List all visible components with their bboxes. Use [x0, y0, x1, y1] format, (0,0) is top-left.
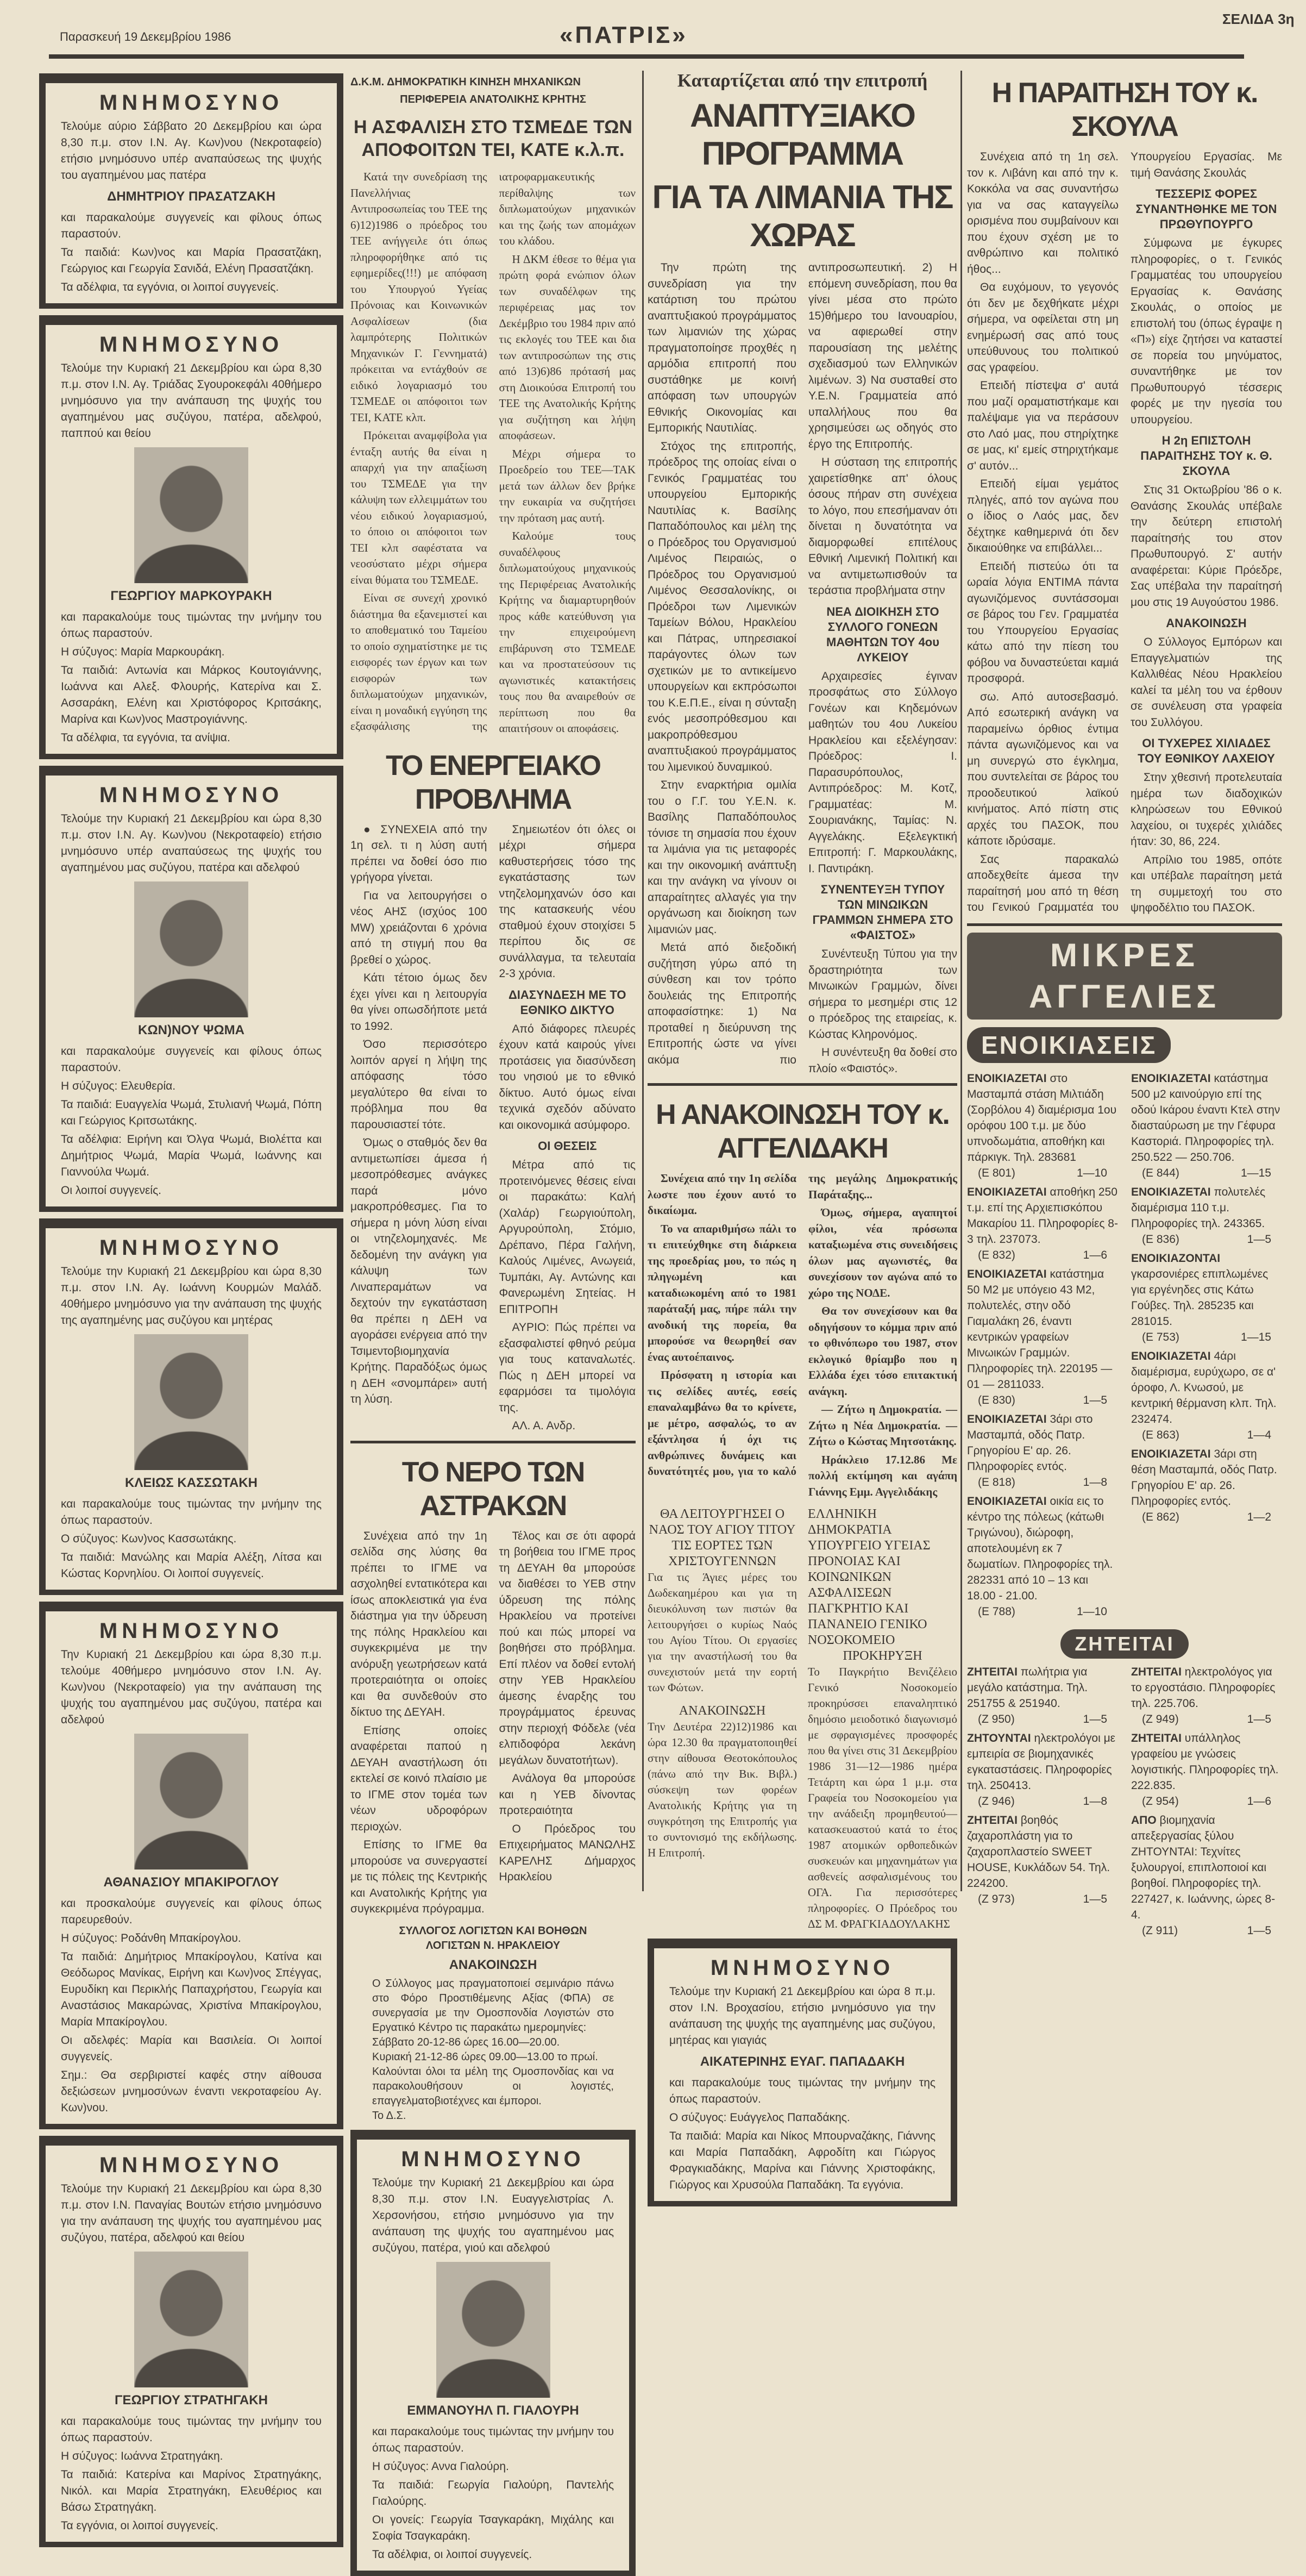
ad-code: (Ε 862)	[1142, 1511, 1179, 1523]
memorial-family-line: Τα αδέλφια: Ειρήνη και Όλγα Ψωμά, Βιολέττα και Δημήτριος Ψωμά, Μαρία Ψωμά, Ιωάννης και Γιαννούλα Ψωμά.	[61, 1133, 322, 1178]
column-four	[967, 71, 1282, 1939]
section-rule	[350, 1441, 636, 1443]
memorial-family-line: και παρακαλούμε τους τιμώντας την μνήμην του όπως παραστούν.	[372, 2425, 614, 2454]
memorial-intro: Τελούμε αύριο Σάββατο 20 Δεκεμβρίου και ώρα 8,30 π.μ. στον Ι.Ν. Αγ. Κων)νου (Νεκροταφείο) ετήσιο μνημόσυνο υπέρ αναπαύσεως της ψυχής του αγαπημένου μας πατέρα	[61, 120, 322, 182]
memorial-family-line: Η σύζυγος: Ελευθερία.	[61, 1080, 176, 1092]
portrait-photo	[134, 1334, 248, 1470]
classified-ad	[967, 1184, 1118, 1263]
paragraph: Συνέχεια από την 1η σελίδα σης λύσης θα πρέπει το ΙΓΜΕ να ασχοληθεί εντατικότερα και ίσως αποκλειστικά για ένα διάστημα για την ύδρευση της πόλης Ηρακλείου και συγκεκριμένα με την ανόρυξη γεωτρήσεων κατά προτεραιότητα οι οποίες και θα συνδεθούν στο δίκτυο της ΔΕΥΑΗ.	[350, 1529, 487, 1718]
memorial-title: ΜΝΗΜΟΣΥΝΟ	[99, 91, 284, 115]
memorial-title: ΜΝΗΜΟΣΥΝΟ	[710, 1956, 895, 1980]
ad-run: 1—8	[1083, 1795, 1107, 1808]
energy-article	[350, 743, 636, 1434]
masthead-rule	[49, 54, 1244, 59]
page-number: ΣΕΛΙΔΑ 3η	[1222, 11, 1295, 27]
memorial-notice	[39, 766, 343, 1212]
memorial-family-line: Τα παιδιά: Ευαγγελία Ψωμά, Στυλιανή Ψωμά, Πόπη και Γεώργιος Κριτσωτάκης.	[61, 1098, 322, 1127]
paragraph: Ανάλογα θα μπορούσε και η ΥΕΒ δίνοντας προτεραιότητα	[499, 1772, 636, 1817]
ad-meta	[1131, 1165, 1282, 1181]
paragraph: Συνέχεια από την 1η σελίδα λωστε που έχουν αυτό το δικαίωμα.	[648, 1172, 796, 1217]
ad-meta	[1131, 1231, 1282, 1247]
paragraph: Στην εναρκτήρια ομιλία του ο Γ.Γ. του Υ.Ε.Ν. κ. Βασίλης Παπαδόπουλος τόνισε τη σημασία που έχουν τα λιμάνια για τις μεταφορές και την οικονομική ανάπτυξη και την ανάγκη να γίνουν οι απαραίτητες αλλαγές για την οργάνωση και διοίκηση των λιμανιών μας.	[648, 779, 796, 936]
classified-ad	[967, 1411, 1118, 1490]
classified-ad	[967, 1071, 1118, 1181]
paragraph: Μέτρα από τις προτεινόμενες θέσεις είναι οι παρακάτω: Καλή (Χαλάρ) Γεωργιούπολη, Αργυρούπολη, Στόμιο, Δρέπανο, Πέρα Γαλήνη, Καλούς Λιμένες, Ανωγειά, Τυμπάκι, Αγ. Αντώνης και Φανερωμένη Σητείας. Η ΕΠΙΤΡΟΠΗ	[499, 1159, 636, 1316]
paragraph: Στόχος της επιτροπής, πρόεδρος της οποίας είναι ο Γενικός Γραμματέας του υπουργείου Εμπορικής Ναυτιλίας κ. Βασίλης Παπαδόπουλος και μέλη της ο Πρόεδρος του Οργανισμού Λιμένος Πειραιώς, ο Πρόεδρος του Οργανισμού Λιμένος Θεσσαλονίκης, οι Πρόεδροι των Λιμενικών Ταμείων Βόλου, Ηρακλείου και Πάτρας, υπηρεσιακοί παράγοντες όλων των σχετικών με το αντικείμενο υπουργείων και εκπρόσωποι του Κ.Ε.Π.Ε., είναι η σύνταξη ενός μεσοπρόθεσμου και μακροπρόθεσμου αναπτυξιακού προγράμματος του λιμενικού δυναμικού.	[648, 440, 796, 773]
portrait-photo	[134, 881, 248, 1017]
memorial-family-line: Τα παιδιά: Μανώλης και Μαρία Αλέξη, Λίτσα και Κώστας Κορνηλίου. Οι λοιποί συγγενείς.	[61, 1551, 322, 1580]
classified-ad	[1131, 1664, 1282, 1727]
ad-run: 1—10	[1076, 1167, 1107, 1179]
ad-run: 1—5	[1083, 1713, 1107, 1725]
article-body	[350, 1528, 636, 1917]
aggelidakis-article	[648, 1092, 957, 1500]
ad-code: (Ζ 911)	[1142, 1924, 1178, 1937]
ad-lead: ΕΝΟΙΚΙΑΖΕΤΑΙ	[967, 1072, 1047, 1085]
classified-ad	[967, 1664, 1118, 1727]
paragraph: Όμως, σήμερα, αγαπητοί φίλοι, νέα πρόσωπα καταξιωμένα στις συνειδήσεις όλων μας αγωνιστές, θα συνεχίσουν τον αγώνα από το χώρο της ΝΟΔΕ.	[808, 1206, 957, 1299]
memorial-title: ΜΝΗΜΟΣΥΝΟ	[99, 783, 284, 807]
memorial-family-line: Τα εγγόνια, οι λοιποί συγγενείς.	[61, 2519, 218, 2532]
ad-meta	[967, 1793, 1118, 1809]
ad-meta	[967, 1474, 1118, 1490]
memorial-family-line: Η σύζυγος: Ιωάννα Στρατηγάκη.	[61, 2450, 223, 2462]
notice-org: ΣΥΛΛΟΓΟΣ ΛΟΓΙΣΤΩΝ ΚΑΙ ΒΟΗΘΩΝ ΛΟΓΙΣΤΩΝ Ν. ΗΡΑΚΛΕΙΟΥ	[399, 1924, 587, 1952]
ad-code: (Ε 753)	[1142, 1331, 1179, 1343]
memorial-family-line: Η σύζυγος: Αννα Γιαλούρη.	[372, 2460, 509, 2473]
classifieds-banner: ΜΙΚΡΕΣ ΑΓΓΕΛΙΕΣ	[967, 933, 1282, 1020]
classified-ad	[967, 1812, 1118, 1907]
paragraph: Σας παρακαλώ αποδεχθείτε άμεσα την παραίτησή μου από τη θέση του Γενικού Γραμματέα του Υπουργείου Εργασίας. Με τιμή Θανάσης Σκουλάς	[967, 151, 1282, 914]
notice-body: Για τις Άγιες μέρες του Δωδεκαημέρου και για τη διευκόλυνση των πιστών θα λειτουργήσει ο κυρίως Ναός του Αγίου Τίτου. Οι εργασίες για την αναστήλωσή του θα συνεχιστούν μετά την εορτή των Φώτων.	[648, 1571, 797, 1694]
newspaper-title: «ΠΑΤΡΙΣ»	[560, 22, 688, 48]
subheading: ΟΙ ΤΥΧΕΡΕΣ ΧΙΛΙΑΔΕΣ ΤΟΥ ΕΘΝΙΚΟΥ ΛΑΧΕΙΟΥ	[1138, 736, 1275, 765]
ad-lead: ΕΝΟΙΚΙΑΖΕΤΑΙ	[967, 1495, 1047, 1508]
column-divider	[960, 71, 962, 1891]
paragraph: Αρχαιρεσίες έγιναν προσφάτως στο Σύλλογο Γονέων και Κηδεμόνων μαθητών του 4ου Λυκείου Ηρακλείου και εξελέγησαν: Πρόεδρος: Ι. Παρασυρόπουλος, Αντιπρόεδρος: Μ. Κοτζ, Γραμματέας: Μ. Σουριανάκης, Ταμίας: Ν. Αγγελάκης. Εξελεγκτική Επιτροπή: Γ. Μαρκουλάκης, Ι. Παντιράκη.	[808, 670, 957, 875]
ad-text: βοηθός ζαχαροπλάστη για το ζαχαροπλαστείο SWEET HOUSE, Κυκλάδων 54. Τηλ. 224200.	[967, 1814, 1110, 1890]
ad-text: ηλεκτρολόγος για το εργοστάσιο. Πληροφορίες τηλ. 225.706.	[1131, 1666, 1276, 1710]
paragraph: Ηράκλειο 17.12.86 Με πολλή εκτίμηση και αγάπη Γιάννης Εμμ. Αγγελιδάκης	[808, 1453, 957, 1498]
paragraph: Όμως ο σταθμός δεν θα αντιμετωπίσει άμεσα ή μεσοπρόθεσμες ανάγκες παρά μόνο μακροπρόθεσμες. Για το σήμερα η μόνη λύση είναι οι ντηζελομηχανές. Με δεδομένη την ανάγκη για κάλυψη των Λιναπεραμάτων να δεχτούν την εγκατάσταση θα πρέπει η ΔΕΗ να αγοράσει ενέργεια από την Τσιμεντοβιομηχανία Κρήτης. Παραδόξως όμως η ΔΕΗ «σνομπάρει» αυτή τη λύση.	[350, 1136, 487, 1405]
memorial-family-line: και παρακαλούμε συγγενείς και φίλους όπως παραστούν.	[61, 1045, 322, 1074]
memorial-family-line: και παρακαλούμε τους τιμώντας την μνήμην του όπως παραστούν.	[61, 2415, 322, 2444]
ad-meta	[967, 1711, 1118, 1727]
paragraph: Σημειωτέον ότι όλες οι μέχρι σήμερα καθυστερήσεις τόσο της εγκατάστασης των ντηζελομηχανών όσο και της κατασκευής νέου σταθμού έχουν στοιχίσει 5 περίπου δις σε συνάλλαγμα, τα τελευταία 2-3 χρόνια.	[499, 823, 636, 980]
subheading: ΝΕΑ ΔΙΟΙΚΗΣΗ ΣΤΟ ΣΥΛΛΟΓΟ ΓΟΝΕΩΝ ΜΑΘΗΤΩΝ ΤΟΥ 4ου ΛΥΚΕΙΟΥ	[826, 604, 940, 664]
notice-body	[372, 1977, 614, 2123]
article-body	[648, 260, 957, 1077]
paragraph: Σύμφωνα με έγκυρες πληροφορίες, ο τ. Γενικός Γραμματέας του υπουργείου Εργασίας κ. Θανάσης Σκουλάς, ο οποίος με επιστολή του (όπως έγραψε η «Π») είχε ζητήσει να καταστεί σε πορεία του μηνύματος, συναντήθηκε με τον Πρωθυπουργό τέσσερις φορές με την ηγεσία του υπουργείου.	[1131, 237, 1282, 426]
memorial-family-line: Σημ.: Θα σερβιριστεί καφές στην αίθουσα δεξιώσεων μνημοσύνων έναντι νεκροταφείου Αγ. Κων)νου.	[61, 2069, 322, 2114]
memorial-intro: Την Κυριακή 21 Δεκεμβρίου και ώρα 8,30 π.μ. τελούμε 40θήμερο μνημόσυνο στον Ι.Ν. Αγ. Κων)νου (Νεκροταφείο) για την ανάπαυση της ψυχής του αγαπημένου μας συζύγου, πατέρα και αδελφού	[61, 1648, 322, 1726]
ad-meta	[1131, 1793, 1282, 1809]
accountants-notice	[350, 1924, 636, 2123]
article-body	[967, 149, 1282, 917]
ad-lead: ΖΗΤΕΙΤΑΙ	[1131, 1732, 1182, 1745]
memorial-family-line: και παρακαλούμε συγγενείς και φίλους όπως παραστούν.	[61, 211, 322, 240]
ad-text: 3άρι στη θέση Μασταμπά, οδός Πατρ. Γρηγορίου Ε' αρ. 26. Πληροφορίες εντός.	[1131, 1448, 1277, 1508]
notices-block	[648, 1506, 957, 1932]
memorial-notice	[39, 2136, 343, 2547]
tender-body: Το Παγκρήτιο Βενιζέλειο Γενικό Νοσοκομείο προκηρύσσει επαναληπτικό δημόσιο μειοδοτικό διαγωνισμό με σφραγισμένες προσφορές που θα γίνει στις 31 Δεκεμβρίου 1986 31—12—1986 ημέρα Τετάρτη και ώρα 1 μ.μ. στα Γραφεία του Νοσοκομείου για την ανάδειξη προμηθευτού—κατασκευαστού κατά το έτος 1987 ατομικών ορθοπεδικών συσκευών και μηχανημάτων για ασθενείς ασφαλισμένους του ΟΓΑ. Για περισσότερες πληροφορίες. Ο Πρόεδρος του ΔΣ Μ. ΦΡΑΓΚΙΑΔΟΥΛΑΚΗΣ	[808, 1665, 957, 1930]
ad-run: 1—6	[1083, 1249, 1107, 1261]
paragraph: Για να λειτουργήσει ο νέος ΑΗΣ (ισχύος 100 MW) χρειάζονται 6 χρόνια από τη στιγμή που θα βρεθεί ο χώρος.	[350, 889, 487, 966]
article-headline: ΑΝΑΠΤΥΞΙΑΚΟ ΠΡΟΓΡΑΜΜΑ	[690, 97, 915, 172]
paragraph: Η σύσταση της επιτροπής χαιρετίσθηκε απ' όλους όσους πήραν στη συνέχεια το λόγο, που επεσήμαναν ότι δίνεται η δυνατότητα να διαμορφωθεί επιτέλους Εθνική Λιμενική Πολιτική και να αντιμετωπισθούν τα τεράστια προβλήματα στην	[808, 456, 957, 597]
memorial-family-line: Τα παιδιά: Γεωργία Γιαλούρη, Παντελής Γιαλούρης.	[372, 2478, 614, 2508]
memorial-family-line: Ο σύζυγος: Ευάγγελος Παπαδάκης.	[669, 2111, 850, 2124]
deceased-name: ΕΜΜΑΝΟΥΗΛ Π. ΓΙΑΛΟΥΡΗ	[407, 2403, 579, 2418]
ad-lead: ΕΝΟΙΚΙΑΖΕΤΑΙ	[967, 1186, 1047, 1198]
ad-meta	[1131, 1923, 1282, 1939]
paragraph: Επίσης το ΙΓΜΕ θα μπορούσε να συνεργαστεί με τις πόλεις της Κεντρικής και Ανατολικής Κρήτης για συγκεκριμένα πρόγραμμα.	[350, 1839, 487, 1915]
ad-text: υπάλληλος γραφείου με γνώσεις λογιστικής. Πληροφορίες τηλ. 222.835.	[1131, 1732, 1279, 1792]
memorial-family-line: Οι λοιποί συγγενείς.	[61, 1184, 162, 1197]
memorial-title: ΜΝΗΜΟΣΥΝΟ	[99, 1236, 284, 1260]
article-body	[350, 822, 636, 1434]
paragraph: Πρόκειται αναμφίβολα για ένταξη αυτής θα είναι η απαρχή για την απαξίωση του ΤΣΜΕΔΕ για την κάλυψη των ελλειμμάτων του νέου ειδικού λογαριασμού, το όποιο οι απόφοιτοι των ΤΕΙ κλπ σαφέστατα να νεοσύστατο μέχρι σήμερα είναι θύματα του ΤΣΜΕΔΕ.	[350, 429, 487, 586]
ad-text: οικία εις το κέντρο της πόλεως (κάτωθι Τριγώνου), διώροφη, αποτελουμένη εκ 7 δωματίων. Πληροφορίες τηλ. 282331 από 10 – 13 και 18.00 - 21.00.	[967, 1495, 1113, 1602]
deceased-name: ΓΕΩΡΓΙΟΥ ΜΑΡΚΟΥΡΑΚΗ	[110, 589, 272, 603]
left-column-memorials	[39, 73, 343, 2547]
memorial-title: ΜΝΗΜΟΣΥΝΟ	[99, 333, 284, 357]
classified-ad	[1131, 1348, 1282, 1443]
ad-code: (Ε 788)	[978, 1605, 1015, 1618]
skoulas-article	[967, 71, 1282, 917]
hospital-tender	[808, 1506, 957, 1932]
paragraph: Ο Σύλλογος Εμπόρων και Επαγγελματιών της Καλλιθέας Νέου Ηρακλείου καλεί τα μέλη του να έρθουν σε συνέλευση στα γραφεία του Συλλόγου.	[1131, 636, 1282, 729]
ad-code: (Ε 830)	[978, 1394, 1015, 1406]
ad-lead: ΕΝΟΙΚΙΑΖΕΤΑΙ	[1131, 1448, 1211, 1460]
ad-code: (Ε 863)	[1142, 1429, 1179, 1441]
memorial-family-line: και παρακαλούμε τους τιμώντας την μνήμην της όπως παραστούν.	[61, 1498, 322, 1527]
ad-code: (Ζ 954)	[1142, 1795, 1179, 1808]
subheading: ΔΙΑΣΥΝΔΕΣΗ ΜΕ ΤΟ ΕΘΝΙΚΟ ΔΙΚΤΥΟ	[508, 987, 626, 1017]
paragraph: Επίσης οποίες αναφέρεται παπού η ΔΕΥΑΗ αναστήλωση ότι εκτελεί σε κοινό πλαίσιο με το ΙΓΜΕ στον τομέα των νέων υδροφόρων περιοχών.	[350, 1724, 487, 1833]
notice-title: ΑΝΑΚΟΙΝΩΣΗ	[449, 1957, 537, 1972]
ad-meta	[967, 1604, 1118, 1620]
classified-ad	[1131, 1071, 1282, 1181]
deceased-name: ΓΕΩΡΓΙΟΥ ΣΤΡΑΤΗΓΑΚΗ	[115, 2393, 268, 2408]
ad-text: 4άρι διαμέρισμα, ευρύχωρο, σε α' όροφο, Λ. Κνωσού, με κεντρική θέρμανση κλπ. Τηλ. 232474.	[1131, 1350, 1277, 1425]
classified-ad	[967, 1266, 1118, 1408]
memorial-family-line: και παρακαλούμε τους τιμώντας την μνήμην της όπως παραστούν.	[669, 2077, 935, 2105]
classified-ad	[1131, 1812, 1282, 1939]
ad-lead: ΕΝΟΙΚΙΑΖΕΤΑΙ	[967, 1268, 1047, 1280]
water-article	[350, 1450, 636, 1917]
ad-code: (Ζ 949)	[1142, 1713, 1179, 1725]
ad-meta	[1131, 1509, 1282, 1525]
paragraph: Κατά την συνεδρίαση της Πανελλήνιας Αντιπροσωπείας του ΤΕΕ της 6)12)1986 ο πρόεδρος του ΤΕΕ ανήγγειλε ότι όπως πληροφορήθηκε από τις εφημερίδες(!!!) με απόφαση του Υπουργού Υγείας Πρόνοιας και Κοινωνικών Ασφαλίσεων (δια λαμπρότερης Πολιτικών Μηχανικών Γ. Γεννηματά) πρόκειται να εντάχθούν σε ειδικό λογαριασμό του ΤΣΜΕΔΕ οι απόφοιτοι των ΤΕΙ, ΚΑΤΕ κλπ.	[350, 170, 487, 424]
ad-run: 1—6	[1247, 1795, 1271, 1808]
portrait-photo	[134, 447, 248, 583]
ad-lead: ΖΗΤΕΙΤΑΙ	[967, 1814, 1018, 1827]
ad-run: 1—5	[1247, 1233, 1271, 1246]
memorial-family-line: Οι αδελφές: Μαρία και Βασιλεία. Οι λοιποί συγγενείς.	[61, 2034, 322, 2063]
article-headline-line2: ΓΙΑ ΤΑ ΛΙΜΑΝΙΑ ΤΗΣ ΧΩΡΑΣ	[652, 179, 953, 253]
subheading: ΤΕΣΣΕΡΙΣ ΦΟΡΕΣ ΣΥΝΑΝΤΗΘΗΚΕ ΜΕ ΤΟΝ ΠΡΩΘΥΠΟΥΡΓΟ	[1135, 187, 1277, 231]
rentals-label: ΕΝΟΙΚΙΑΣΕΙΣ	[967, 1027, 1171, 1063]
portrait-photo	[436, 2262, 550, 2398]
paragraph: ● ΣΥΝΕΧΕΙΑ από την 1η σελ. τι η λύση αυτή πρέπει να δοθεί όσο πιο γρήγορα γίνεται.	[350, 823, 487, 884]
subheading: ΣΥΝΕΝΤΕΥΞΗ ΤΥΠΟΥ ΤΩΝ ΜΙΝΩΙΚΩΝ ΓΡΑΜΜΩΝ ΣΗΜΕΡΑ ΣΤΟ «ΦΑΙΣΤΟΣ»	[812, 883, 953, 942]
deceased-name: ΔΗΜΗΤΡΙΟΥ ΠΡΑΣΑΤΖΑΚΗ	[107, 189, 275, 204]
deceased-name: ΑΙΚΑΤΕΡΙΝΗΣ ΕΥΑΓ. ΠΑΠΑΔΑΚΗ	[700, 2054, 905, 2069]
memorial-family-line: Τα παιδιά: Δημήτριος Μπακίρογλου, Κατίνα και Θεόδωρος Μανίκας, Ειρήνη και Κων)νος Σπέγγας, Ευρυδίκη και Περικλής Παπαχρήστου, Γεωργία και Αναστάσιος Μακαρώνας, Χριστίνα Μπακίρογλου, Μαρία Μπακίρογλου.	[61, 1950, 322, 2028]
memorial-intro: Τελούμε την Κυριακή 21 Δεκεμβρίου και ώρα 8 π.μ. στον Ι.Ν. Βροχασίου, ετήσιο μνημόσυνο για την ανάπαυση της ψυχής της αγαπημένης μας συζύγου, μητέρας και γιαγιάς	[669, 1985, 935, 2047]
deceased-name: ΚΩΝ)ΝΟΥ ΨΩΜΑ	[138, 1023, 244, 1037]
column-two	[350, 73, 636, 2576]
classified-ad	[1131, 1251, 1282, 1345]
wanted-section	[967, 1626, 1282, 1939]
paragraph: — Ζήτω η Δημοκρατία. — Ζήτω η Νέα Δημοκρατία. — Ζήτω ο Κώστας Μητσοτάκης.	[808, 1403, 957, 1448]
ad-text: πωλήτρια για μεγάλο κατάστημα. Τηλ. 251755 & 251940.	[967, 1666, 1088, 1710]
memorial-intro: Τελούμε την Κυριακή 21 Δεκεμβρίου και ώρα 8,30 π.μ. στον Ι.Ν. Ευαγγελιστρίας Λ. Χερσονήσου, ετήσιο μνημόσυνο για την ανάπαυση της ψυχής του αγαπημένου μας συζύγου, πατέρα, γιού και αδελφού	[372, 2176, 614, 2254]
memorial-notice	[350, 2130, 636, 2576]
ad-text: στο Μασταμπά στάση Μιλτιάδη (Σορβόλου 4) διαμέρισμα 1ου ορόφου 100 τ.μ. με δύο υπνοδωμάτια, αποθήκη και πάρκιγκ. Τηλ. 283681	[967, 1072, 1117, 1164]
ad-meta	[1131, 1711, 1282, 1727]
ad-text: πολυτελές διαμέρισμα 110 τ.μ. Πληροφορίες τηλ. 243365.	[1131, 1186, 1266, 1230]
memorial-notice	[648, 1939, 957, 2206]
ad-text: αποθήκη 250 τ.μ. επί της Αρχιεπισκόπου Μακαρίου 11. Πληροφορίες 8-3 τηλ. 237073.	[967, 1186, 1118, 1246]
ad-run: 1—8	[1083, 1476, 1107, 1489]
memorial-family-line: και προσκαλούμε συγγενείς και φίλους όπως παρευρεθούν.	[61, 1897, 322, 1926]
memorial-family-line: Ο σύζυγος: Κων)νος Κασσωτάκης.	[61, 1533, 237, 1545]
ad-lead: ΕΝΟΙΚΙΑΖΟΝΤΑΙ	[1131, 1252, 1221, 1265]
paragraph: σω. Από αυτοσεβασμό. Από εσωτερική ανάγκη να παραμείνω όρθιος έντιμα πάντα αγωνιζόμενος και να μη συνεργώ στο έγκλημα, που συντελείται σε βάρος του προοδευτικού λαϊκού κινήματος. Από πίστη στις αρχές του ΠΑΣΟΚ, που κάποτε ιδρύσαμε.	[967, 690, 1119, 847]
ad-code: (Ε 832)	[978, 1249, 1015, 1261]
article-headline: Η ΠΑΡΑΙΤΗΣΗ ΤΟΥ κ. ΣΚΟΥΛΑ	[991, 77, 1258, 142]
notice-title: ΘΑ ΛΕΙΤΟΥΡΓΗΣΕΙ Ο ΝΑΟΣ ΤΟΥ ΑΓΙΟΥ ΤΙΤΟΥ ΤΙΣ ΕΟΡΤΕΣ ΤΩΝ ΧΡΙΣΤΟΥΓΕΝΝΩΝ	[649, 1507, 796, 1568]
memorial-intro: Τελούμε την Κυριακή 21 Δεκεμβρίου και ώρα 8,30 π.μ. στον Ι.Ν. Αγ. Κων)νου (Νεκροταφείο) ετήσιο μνημόσυνο υπέρ αναπαύσεως της ψυχής του αγαπημένου μας συζύγου, πατέρα και αδελφού	[61, 812, 322, 874]
ad-run: 1—2	[1247, 1511, 1271, 1523]
ad-run: 1—15	[1240, 1167, 1271, 1179]
notice-line: Σάββατο 20-12-86 ώρες 16.00—20.00.	[372, 2036, 560, 2048]
paragraph: Όσο περισσότερο λοιπόν αργεί η λήψη της απόφασης τόσο μεγαλύτερο θα είναι το πρόβλημα που θα παρουσιαστεί τότε.	[350, 1038, 487, 1131]
wanted-list	[967, 1664, 1282, 1939]
column-divider	[642, 71, 644, 1891]
deceased-name: ΚΛΕΙΩΣ ΚΑΣΣΩΤΑΚΗ	[125, 1475, 258, 1490]
memorial-family-line: Η σύζυγος: Μαρία Μαρκουράκη.	[61, 646, 225, 658]
ad-lead: ΕΝΟΙΚΙΑΖΕΤΑΙ	[1131, 1350, 1211, 1362]
ad-run: 1—5	[1247, 1924, 1271, 1937]
paragraph: Πρόσφατη η ιστορία και τις σελίδες αυτές, εσείς επαναλαμβάνω θα το κρίνετε, με μέτρο, ασφαλώς, το αν εξάντλησα ή όχι τις ανθρώπινες δυνάμεις και δυνατότητές μου, για το καλό της μεγάλης Δημοκρατικής Παράταξης...	[648, 1172, 957, 1478]
memorial-family-line: Τα αδέλφια, οι λοιποί συγγενείς.	[372, 2548, 532, 2561]
memorial-family-line: Τα αδέλφια, τα εγγόνια, τα ανίψια.	[61, 731, 230, 744]
church-notice	[648, 1506, 797, 1932]
classified-ad	[1131, 1730, 1282, 1809]
paragraph: Από διάφορες πλευρές έχουν κατά καιρούς γίνει προτάσεις για διασύνδεση του νησιού με το εθνικό δίκτυο. Αυτό όμως είναι τεχνικά σχεδόν αδύνατο και οικονομικά ασύμφορο.	[499, 1022, 636, 1131]
ad-run: 1—5	[1083, 1394, 1107, 1406]
wanted-label: ΖΗΤΕΙΤΑΙ	[1060, 1629, 1188, 1659]
memorial-title: ΜΝΗΜΟΣΥΝΟ	[99, 1619, 284, 1643]
ad-lead: ΖΗΤΕΙΤΑΙ	[1131, 1666, 1182, 1678]
notice-title: ΑΝΑΚΟΙΝΩΣΗ	[679, 1704, 766, 1718]
ad-run: 1—4	[1247, 1429, 1271, 1441]
memorial-family-line: Η σύζυγος: Ροδάνθη Μπακίρογλου.	[61, 1932, 241, 1944]
memorial-notice	[39, 315, 343, 759]
article-kicker: Καταρτίζεται από την επιτροπή	[677, 71, 928, 91]
ad-run: 1—10	[1076, 1605, 1107, 1618]
tender-title: ΠΡΟΚΗΡΥΞΗ	[843, 1649, 922, 1663]
ad-lead: ΕΝΟΙΚΙΑΖΕΤΑΙ	[1131, 1072, 1211, 1085]
memorial-intro: Τελούμε την Κυριακή 21 Δεκεμβρίου και ώρα 8,30 π.μ. στον Ι.Ν. Παναγίας Βουτών ετήσιο μνημόσυνο για την ανάπαυση της ψυχής του αγαπημένου μας συζύγου, πατέρα, αδελφού και θείου	[61, 2183, 322, 2244]
article-org: Δ.Κ.Μ. ΔΗΜΟΚΡΑΤΙΚΗ ΚΙΝΗΣΗ ΜΗΧΑΝΙΚΩΝ	[350, 76, 581, 88]
ad-code: (Ζ 950)	[978, 1713, 1015, 1725]
memorial-notice	[39, 73, 343, 309]
paragraph: ΑΥΡΙΟ: Πώς πρέπει να εξασφαλιστεί φθηνό ρεύμα για τους καταναλωτές. Πώς η ΔΕΗ μπορεί να εφαρμόσει τα τιμολόγια της.	[499, 1321, 636, 1414]
paragraph: Η ΔΚΜ έθεσε το θέμα για πρώτη φορά ενώπιον όλων των συναδέλφων της περιφέρειας μας τον Δεκέμβριο του 1984 πριν από τις εκλογές του ΤΕΕ και δια των αντιπροσώπων της στις από 13)6)86 πρότασή μας στη Διοικούσα Επιτροπή του ΤΕΕ της Ανατολικής Κρήτης για συζήτηση και λήψη αποφάσεων.	[499, 252, 636, 442]
subheading: ΑΝΑΚΟΙΝΩΣΗ	[1166, 616, 1247, 630]
notice-line: Ο Σύλλογος μας πραγματοποιεί σεμινάριο πάνω στο Φόρο Προστιθέμενης Αξίας (ΦΠΑ) σε συνεργασία με την Ομοσπονδία Λογιστών στο Εργατικό Κέντρο τις παρακάτω ημερομηνίες:	[372, 1977, 614, 2034]
memorial-family-line: Οι γονείς: Γεωργία Τσαγκαράκη, Μιχάλης και Σοφία Τσαγκαράκη.	[372, 2513, 614, 2542]
classified-ad	[1131, 1446, 1282, 1525]
classified-ad	[1131, 1184, 1282, 1247]
memorial-title: ΜΝΗΜΟΣΥΝΟ	[401, 2147, 585, 2171]
ad-meta	[967, 1247, 1118, 1263]
paragraph: Μετά από διεξοδική συζήτηση γύρω από τη σύνθεση και τον τρόπο δουλειάς της Επιτροπής αποφασίστηκε: 1) Να προταθεί η διεύρυνση της Επιτροπής ώστε να γίνει ακόμα πιο αντιπροσωπευτική. 2) Η επόμενη συνεδρίαση, που θα γίνει μέσα στο πρώτο 15)θήμερο του Ιανουαρίου, να αφιερωθεί στην παρουσίαση της μελέτης σχεδιασμού των Ελληνικών λιμένων. 3) Να συσταθεί στο Υ.Ε.Ν. Γραμματεία από υπαλλήλους που θα χρησιμεύσει ως οδηγός στο έργο της Επιτροπής.	[648, 261, 957, 1066]
article-headline: ΤΟ ΝΕΡΟ ΤΩΝ ΑΣΤΡΑΚΩΝ	[401, 1456, 585, 1522]
notice-line: Καλούνται όλοι τα μέλη της Ομοσπονδίας και να παρακολουθήσουν οι λογιστές, επαγγελματοβιοτέχνες και έμποροι.	[372, 2065, 614, 2107]
article-body	[350, 169, 636, 737]
paragraph: Επειδή πιστεύω ότι τα ωραία λόγια ΕΝΤΙΜΑ πάντα αγωνιζόμενος συντάσσομαι σε βάρος του Γεν. Γραμματέα του Υπουργείου Εργασίας κάτω από την πίεση του φόβου να δυναστεύεται καμιά προσφορά.	[967, 560, 1119, 685]
ad-code: (Ε 844)	[1142, 1167, 1179, 1179]
subheading: ΟΙ ΘΕΣΕΙΣ	[538, 1139, 597, 1153]
ad-lead: ΑΠΟ	[1131, 1814, 1157, 1827]
subheading: Η 2η ΕΠΙΣΤΟΛΗ ΠΑΡΑΙΤΗΣΗΣ ΤΟΥ κ. Θ. ΣΚΟΥΛΑ	[1140, 434, 1272, 478]
paragraph: Επειδή είμαι γεμάτος πληγές, από τον αγώνα που ο ίδιος ο Λαός μας, δεν δέχτηκε καθημερινά ότι δεν δικαιούθηκε να επιβάλλει...	[967, 478, 1119, 554]
ad-lead: ΖΗΤΟΥΝΤΑΙ	[967, 1732, 1031, 1745]
memorial-notice	[39, 1218, 343, 1595]
portrait-photo	[134, 2252, 248, 2387]
memorial-intro: Τελούμε την Κυριακή 21 Δεκεμβρίου και ώρα 8,30 π.μ. στον Ι.Ν. Αγ. Τριάδας Σγουροκεφάλι 40θήμερο μνημόσυνο για την ανάπαυση της ψυχής του αγαπημένου μας συζύγου, πατέρα, αδελφού, παππού και θείου	[61, 362, 322, 440]
ad-run: 1—15	[1240, 1331, 1271, 1343]
ad-meta	[967, 1165, 1118, 1181]
section-rule	[648, 1083, 957, 1086]
paragraph: Την πρώτη της συνεδρίαση για την κατάρτιση του πρώτου αναπτυξιακού προγράμματος των λιμανιών της χώρας πραγματοποίησε προχθές η αρμόδια επιτροπή που συστάθηκε με κοινή απόφαση των υπουργών Εθνικής Οικονομίας και Εμπορικής Ναυτιλίας.	[648, 261, 796, 434]
notice-body: Την Δευτέρα 22)12)1986 και ώρα 12.30 θα πραγματοποιηθεί στην αίθουσα Θεοτοκόπουλος (πάνω από την Βικ. Βιβλ.) σύσκεψη των φορέων Ανατολικής Κρήτης για τη συγκρότηση της Επιτροπής για το συντονισμό της εκδήλωσης. Η Επιτροπή.	[648, 1720, 797, 1859]
memorial-family-line: Τα παιδιά: Κων)νος και Μαρία Πρασατζάκη, Γεώργιος και Γεωργία Σανιδά, Ελένη Πρασατζάκη.	[61, 246, 322, 275]
column-three	[648, 71, 957, 2206]
classified-list	[967, 1071, 1282, 1620]
ad-meta	[1131, 1427, 1282, 1443]
ad-lead: ΕΝΟΙΚΙΑΖΕΤΑΙ	[1131, 1186, 1211, 1198]
paragraph: ΑΛ. Α. Ανδρ.	[512, 1420, 576, 1432]
memorial-intro: Τελούμε την Κυριακή 21 Δεκεμβρίου και ώρα 8,30 π.μ. στον Ι.Ν. Αγ. Ιωάννη Κουρμών Μαλάδ. 40θήμερο μνημόσυνο για την ανάπαυση της ψυχής της αγαπημένης μας συζύγου και μητέρας	[61, 1265, 322, 1327]
article-region: ΠΕΡΙΦΕΡΕΙΑ ΑΝΑΤΟΛΙΚΗΣ ΚΡΗΤΗΣ	[400, 93, 586, 105]
paragraph: Τέλος και σε ότι αφορά τη βοήθεια του ΙΓΜΕ προς τη ΔΕΥΑΗ θα μπορούσε να διαθέσει το ΥΕΒ στην ύδρευση της πόλης Ηρακλείου να προτείνει πού και πώς μπορεί να βοηθήσει στο πρόβλημα. Επί πλέον να δοθεί εντολή στην ΥΕΒ Ηρακλείου άμεσης έναρξης του προγράμματος έρευνας στην περιοχή Φόδελε (νέα ελπιδοφόρα λεκάνη μεγάλων δυνατοτήτων).	[499, 1529, 636, 1767]
paragraph: Στις 31 Οκτωβρίου '86 ο κ. Θανάσης Σκουλάς υπέβαλε την δεύτερη επιστολή παραίτησής του στον Πρωθυπουργό. Σ' αυτήν αναφέρεται: Κύριε Πρόεδρε, Σας υπέβαλα την παραίτησή μου στις 19 Αυγούστου 1986.	[1131, 484, 1282, 609]
ad-code: (Ζ 946)	[978, 1795, 1015, 1808]
deceased-name: ΑΘΑΝΑΣΙΟΥ ΜΠΑΚΙΡΟΓΛΟΥ	[103, 1875, 279, 1890]
article-body	[648, 1171, 957, 1500]
memorial-family-line: και παρακαλούμε τους τιμώντας την μνήμην του όπως παραστούν.	[61, 611, 322, 640]
paragraph: Επειδή πίστεψα σ' αυτά που μαζί οραματιστήκαμε και παλέψαμε για να περάσουν στο Λαό μας, που στηρίχτηκε σε μας, κι' εμείς στηριχτήκαμε σ' αυτόν...	[967, 379, 1119, 472]
article-headline: Η ΑΣΦΑΛΙΣΗ ΣΤΟ ΤΣΜΕΔΕ ΤΩΝ ΑΠΟΦΟΙΤΩΝ ΤΕΙ, ΚΑΤΕ κ.λ.π.	[354, 117, 632, 160]
article-headline: ΤΟ ΕΝΕΡΓΕΙΑΚΟ ΠΡΟΒΛΗΜΑ	[386, 749, 600, 815]
ad-text: γκαρσονιέρες επιπλωμένες για εργένηδες στις Κάτω Γούβες. Τηλ. 285235 και 281015.	[1131, 1268, 1269, 1328]
notice-line: Κυριακή 21-12-86 ώρες 09.00—13.00 το πρωί.	[372, 2050, 598, 2063]
ad-meta	[1131, 1329, 1282, 1345]
paragraph: Ο Πρόεδρος του Επιχειρήματος ΜΑΝΩΛΗΣ ΚΑΡΕΛΗΣ Δήμαρχος Ηρακλείου	[499, 1822, 636, 1883]
paragraph: Συνέχεια από τη 1η σελ. τον κ. Λιβάνη και από την κ. Κοκκόλα να σας συναντήσω για να σας καταγγείλω ορισμένα που συμβαίνουν και που έχουν σχέση με το ανθρώπινο και πολιτικό ήθος...	[967, 151, 1119, 276]
ad-run: 1—5	[1083, 1893, 1107, 1905]
ad-lead: ΕΝΟΙΚΙΑΖΕΤΑΙ	[967, 1413, 1047, 1425]
memorial-family-line: Τα αδέλφια, τα εγγόνια, οι λοιποί συγγενείς.	[61, 281, 279, 293]
ad-code: (Ε 818)	[978, 1476, 1015, 1489]
classified-ad	[967, 1730, 1118, 1809]
ad-code: (Ε 836)	[1142, 1233, 1179, 1246]
ad-run: 1—5	[1247, 1713, 1271, 1725]
classified-ad	[967, 1493, 1118, 1620]
ad-text: 3άρι στο Μασταμπά, οδός Πατρ. Γρηγορίου Ε' αρ. 26. Πληροφορίες εντός.	[967, 1413, 1093, 1473]
paragraph: Στην χθεσινή προτελευταία ημέρα των διαδοχικών κληρώσεων του Εθνικού λαχείου, οι τυχερές χιλιάδες ήταν: 30, 86, 224.	[1131, 771, 1282, 848]
memorial-family-line: Τα παιδιά: Μαρία και Νίκος Μπουρναζάκης, Γιάννης και Μαρία Παπαδάκη, Αφροδίτη και Γιώργος Φραγκιαδάκης, Μαρίνα και Γιάννης Χριστοφάκης, Γιώργος και Χρυσούλα Παπαδάκη. Τα εγγόνια.	[669, 2130, 935, 2191]
paragraph: Το να απαριθμήσω πάλι το τι επιτεύχθηκε στη διάρκεια της προεδρίας μου, το πώς η πληγωμένη και καταδιωκομένη από το 1981 παράταξή μας, πήρε πάλι την ανοδική της πορεία, θα μπορούσε να θεωρηθεί σαν ένας αυτοέπαινος.	[648, 1222, 796, 1364]
ad-meta	[967, 1392, 1118, 1408]
ports-article	[648, 71, 957, 1077]
paragraph: Θα ευχόμουν, το γεγονός ότι δεν με δεχθήκατε μέχρι σήμερα, να οφείλεται στη μη ενημέρωσή σας από τους υπεύθυνους του πολιτικού σας γραφείου.	[967, 281, 1119, 374]
notice-line: Το Δ.Σ.	[372, 2109, 406, 2122]
paragraph: Κάτι τέτοιο όμως δεν έχει γίνει και η λειτουργία θα γίνει οπωσδήποτε μετά το 1992.	[350, 972, 487, 1033]
ad-text: κατάστημα 500 μ2 καινούργιο επί της οδού Ικάρου έναντι Κτελ στην διασταύρωση με την Γέφυρα Καστοριά. Πληροφορίες τηλ. 250.522 — 250.706.	[1131, 1072, 1280, 1164]
paragraph: Συνέντευξη Τύπου για την δραστηριότητα των Μινωικών Γραμμών, δίνει σήμερα το μεσημέρι στις 12 ο πρόεδρος της εταιρείας, κ. Κώστας Κληρονόμος.	[808, 948, 957, 1041]
section-rule	[967, 923, 1282, 926]
dkm-article	[350, 73, 636, 737]
classifieds-section	[967, 933, 1282, 1620]
ad-text: κατάστημα 50 Μ2 με υπόγειο 43 Μ2, πολυτελές, στην οδό Γιαμαλάκη 26, έναντι κεντρικών γραφείων Μινωικών Γραμμών. Πληροφορίες τηλ. 220195 — 01 — 2811033.	[967, 1268, 1113, 1391]
paragraph: Θα τον συνεχίσουν και θα οδηγήσουν το κόμμα πριν από το φθινόπωρο του 1987, στον εκλογικό θρίαμβο που η Ελλάδα έχει τόσο επιτακτική ανάγκη.	[808, 1304, 957, 1398]
ad-meta	[967, 1891, 1118, 1907]
issue-date: Παρασκευή 19 Δεκεμβρίου 1986	[60, 30, 231, 43]
ad-code: (Ζ 973)	[978, 1893, 1015, 1905]
paragraph: Η συνέντευξη θα δοθεί στο πλοίο «Φαιστός».	[808, 1046, 957, 1075]
paragraph: Απρίλιο του 1985, οπότε και υπέβαλε παραίτηση μετά τη συμμετοχή του στο ψηφοδέλτιο του ΠΑΣΟΚ.	[1131, 853, 1282, 914]
memorial-family-line: Τα παιδιά: Αντωνία και Μάρκος Κουτογιάννης, Ιωάννα και Αλεξ. Φλουρής, Κατερίνα και Σ. Ασσαράκη, Ελένη και Χριστόφορος Κριτσάκης, Μαρίνα και Κων)νος Μαστρογιάννης.	[61, 664, 322, 726]
ad-text: βιομηχανία απεξεργασίας ξύλου ΖΗΤΟΥΝΤΑΙ: Τεχνίτες ξυλουργοί, επιπλοποιοί και βοηθοί. Πληροφορίες τηλ. 227427, κ. Ιωάννης, ώρες 8-4.	[1131, 1814, 1276, 1921]
paragraph: Είναι σε συνεχή χρονικό διάστημα θα εξανεμιστεί και το αποθεματικό του Ταμείου το οποίο σχηματίστηκε με τις εισφορές των έργων και των εισφορών των διπλωματούχων μηχανικών, είναι η μοναδική εγγύηση της εξασφάλισης της ιατροφαρμακευτικής περίθαλψης των διπλωματούχων μηχανικών και της ζωής των απομάχων του κλάδου.	[350, 170, 636, 733]
portrait-photo	[134, 1734, 248, 1870]
memorial-title: ΜΝΗΜΟΣΥΝΟ	[99, 2153, 284, 2177]
paragraph: Μέχρι σήμερα το Προεδρείο του ΤΕΕ—ΤΑΚ μετά των άλλων δεν βρήκε την ευκαιρία να συζητήσει την πρόταση μας αυτή.	[499, 447, 636, 524]
ad-text: ηλεκτρολόγοι με εμπειρία σε βιομηχανικές εγκαταστάσεις. Πληροφορίες τηλ. 250413.	[967, 1732, 1116, 1792]
paragraph: Καλούμε τους συναδέλφους διπλωματούχους μηχανικούς της Περιφέρειας Ανατολικής Κρήτης να διαμαρτυρηθούν προς κάθε κατεύθυνση για την επιχειρούμενη επιβάρυνση στο ΤΣΜΕΔΕ και να προστατεύσουν τις αγωνιστικές κατακτήσεις τους που θα αναιρεθούν σε περίπτωση που θα απαιτήσουν οι αποφάσεις.	[499, 529, 636, 735]
article-headline: Η ΑΝΑΚΟΙΝΩΣΗ ΤΟΥ κ. ΑΓΓΕΛΙΔΑΚΗ	[656, 1099, 949, 1164]
ad-lead: ΖΗΤΕΙΤΑΙ	[967, 1666, 1018, 1678]
memorial-notice	[39, 1602, 343, 2129]
tender-issuer: ΕΛΛΗΝΙΚΗ ΔΗΜΟΚΡΑΤΙΑ ΥΠΟΥΡΓΕΙΟ ΥΓΕΙΑΣ ΠΡΟΝΟΙΑΣ ΚΑΙ ΚΟΙΝΩΝΙΚΩΝ ΑΣΦΑΛΙΣΕΩΝ ΠΑΓΚΡΗΤΙΟ ΚΑΙ ΠΑΝΑΝΕΙΟ ΓΕΝΙΚΟ ΝΟΣΟΚΟΜΕΙΟ	[808, 1507, 931, 1647]
memorial-family-line: Τα παιδιά: Κατερίνα και Μαρίνος Στρατηγάκης, Νικόλ. και Μαρία Στρατηγάκη, Ελευθέριος και Βάσω Στρατηγάκη.	[61, 2468, 322, 2514]
ad-code: (Ε 801)	[978, 1167, 1015, 1179]
